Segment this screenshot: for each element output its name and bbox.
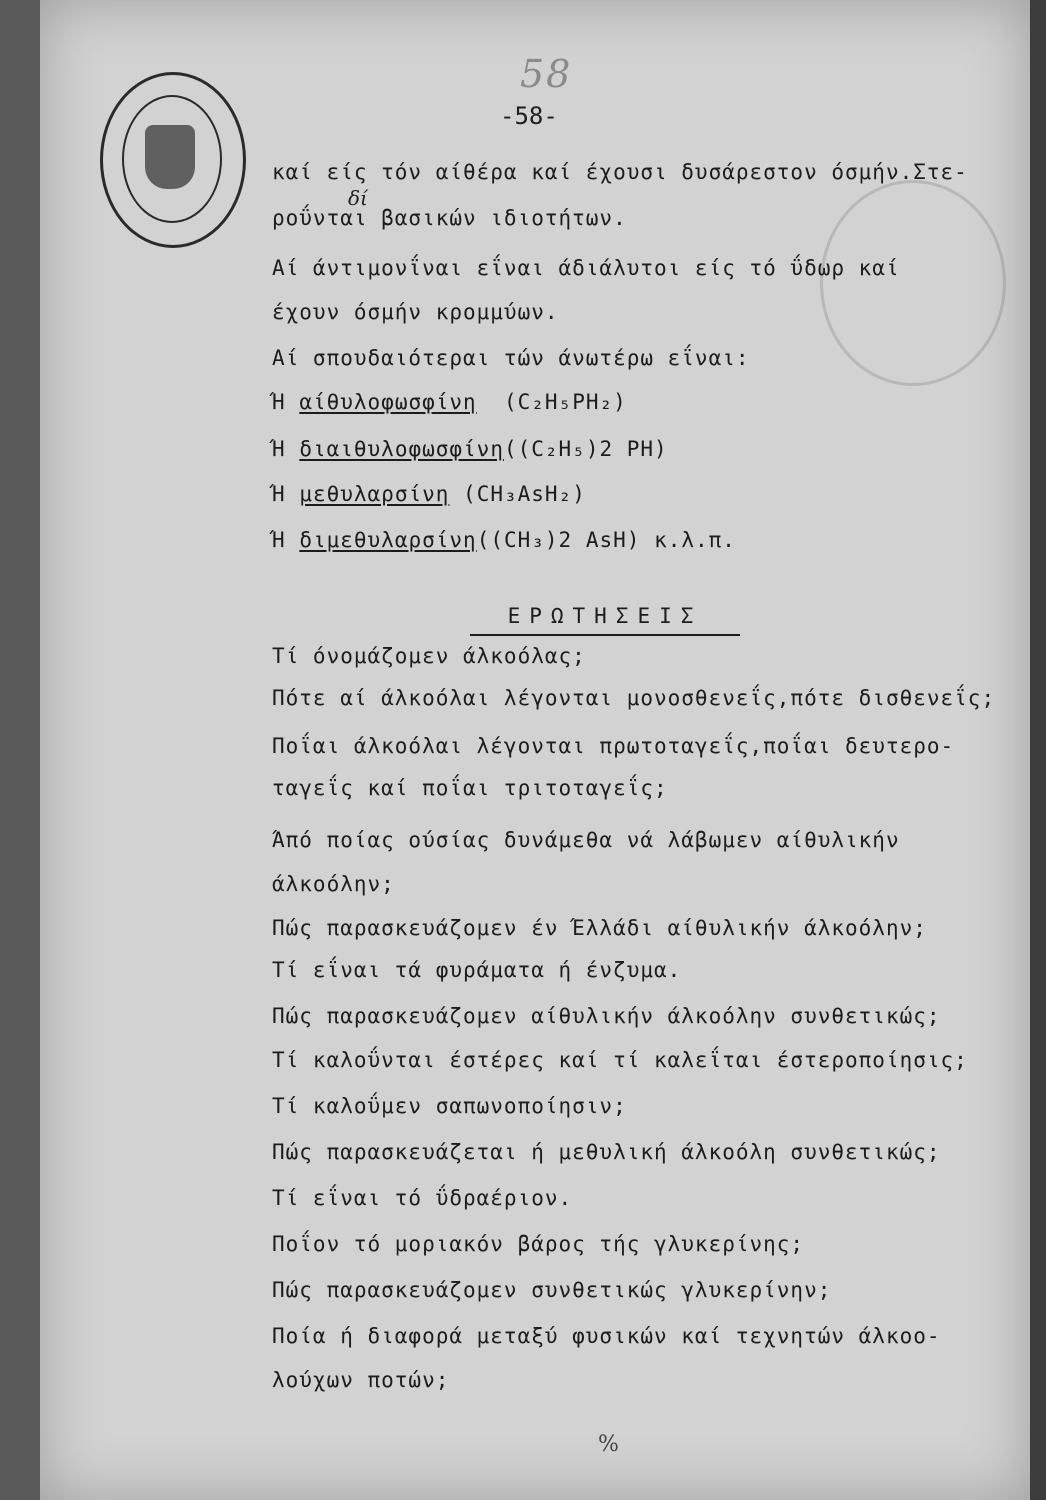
question-line: Πώς παρασκευάζομεν έν Έλλάδι αίθυλικήν άλκοόλην; — [272, 916, 927, 940]
question-line: Ποΐον τό μοριακόν βάρος τής γλυκερίνης; — [272, 1232, 805, 1256]
question-line: Τί καλοΰμεν σαπωνοποίησιν; — [272, 1094, 627, 1118]
compound-article: Ή — [272, 390, 286, 414]
compound-line — [272, 482, 586, 506]
faint-stamp-bleedthrough — [820, 180, 1006, 386]
compound-name: αίθυλοφωσφίνη — [299, 390, 477, 414]
compound-name: διμεθυλαρσίνη — [299, 528, 477, 552]
compound-formula: (C₂H₅PH₂) — [503, 390, 627, 414]
compound-article: Ή — [272, 437, 286, 461]
pencil-page-number: 58 — [520, 52, 573, 96]
footer-mark: % — [598, 1432, 619, 1457]
page-edge — [1030, 0, 1046, 1500]
question-line: άλκοόλην; — [272, 872, 395, 896]
compound-name: μεθυλαρσίνη — [299, 482, 450, 506]
compound-article: Ή — [272, 528, 286, 552]
question-line: λούχων ποτών; — [272, 1368, 450, 1392]
compound-line — [272, 437, 668, 461]
question-line: Πώς παρασκευάζομεν συνθετικώς γλυκερίνην; — [272, 1278, 832, 1302]
compound-line — [272, 390, 627, 414]
compound-formula: (CH₃AsH₂) — [463, 482, 586, 506]
crest-icon — [145, 125, 195, 189]
compound-suffix: κ.λ.π. — [654, 528, 736, 552]
compound-article: Ή — [272, 482, 286, 506]
body-line: καί είς τόν αίθέρα καί έχουσι δυσάρεστον όσμήν.Στε- — [272, 160, 968, 184]
question-line: ταγεΐς καί ποΐαι τριτοταγεΐς; — [272, 776, 668, 800]
question-line: Τί εΐναι τά φυράματα ή ένζυμα. — [272, 958, 682, 982]
handwritten-note: δί — [348, 186, 368, 210]
questions-heading: ΕΡΩΤΗΣΕΙΣ — [470, 604, 740, 636]
compound-formula: ((CH₃)2 AsH) — [476, 528, 641, 552]
question-line: Τί εΐναι τό ΰδραέριον. — [272, 1186, 573, 1210]
body-line: Αί άντιμονΐναι εΐναι άδιάλυτοι είς τό ΰδωρ καί — [272, 256, 900, 280]
body-line: έχουν όσμήν κρομμύων. — [272, 300, 559, 324]
question-line: Τί καλοΰνται έστέρες καί τί καλεΐται έστεροποίησις; — [272, 1048, 968, 1072]
question-line: Πότε αί άλκοόλαι λέγονται μονοσθενεΐς,πότε δισθενεΐς; — [272, 686, 996, 710]
question-line: Τί όνομάζομεν άλκοόλας; — [272, 644, 586, 668]
question-line: Πώς παρασκευάζομεν αίθυλικήν άλκοόλην συνθετικώς; — [272, 1004, 941, 1028]
typed-page-number: -58- — [500, 102, 558, 130]
compound-formula: ((C₂H₅)2 PH) — [503, 437, 668, 461]
question-line: Άπό ποίας ούσίας δυνάμεθα νά λάβωμεν αίθυλικήν — [272, 828, 900, 852]
compound-name: διαιθυλοφωσφίνη — [299, 437, 504, 461]
question-line: Ποΐαι άλκοόλαι λέγονται πρωτοταγεΐς,ποΐαι δευτερο- — [272, 734, 955, 758]
body-line: Αί σπουδαιότεραι τών άνωτέρω εΐναι: — [272, 346, 750, 370]
question-line: Ποία ή διαφορά μεταξύ φυσικών καί τεχνητών άλκοο- — [272, 1324, 941, 1348]
body-line: ροΰνται βασικών ιδιοτήτων. — [272, 206, 627, 230]
question-line: Πώς παρασκευάζεται ή μεθυλική άλκοόλη συνθετικώς; — [272, 1140, 941, 1164]
compound-line — [272, 528, 736, 552]
